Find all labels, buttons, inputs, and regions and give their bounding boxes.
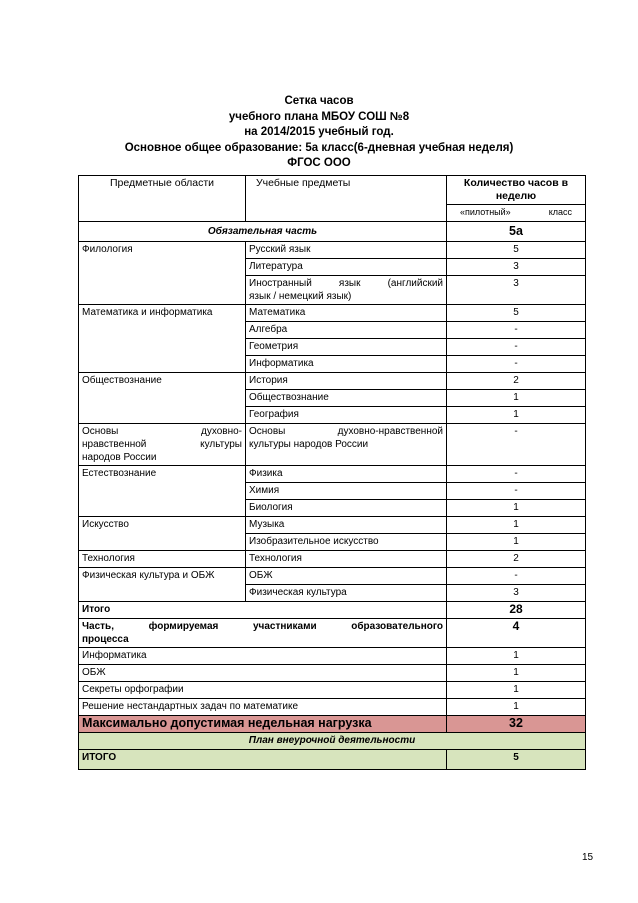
subject-name: Технология — [246, 551, 447, 568]
page-number: 15 — [582, 852, 594, 863]
subject-name: Русский язык — [246, 242, 447, 259]
formed-item-name: Информатика — [79, 648, 447, 665]
max-load-label: Максимально допустимая недельная нагрузка — [79, 716, 447, 733]
subject-hours: 5 — [447, 305, 586, 322]
header-hours: Количество часов в неделю — [447, 176, 586, 205]
subject-hours: 3 — [447, 276, 586, 305]
table-row — [79, 699, 586, 716]
subject-hours: 1 — [447, 517, 586, 534]
subject-name: Геометрия — [246, 339, 447, 356]
subject-name-line-2: язык / немецкий язык) — [249, 291, 352, 302]
subject-name: Физика — [246, 466, 447, 483]
formed-part-row — [79, 619, 586, 648]
subject-name-line-1: Основы духовно-нравственной — [249, 426, 443, 437]
area-social: Обществознание — [79, 373, 246, 424]
table-row — [79, 373, 586, 390]
table-row — [79, 682, 586, 699]
subject-name: Физическая культура — [246, 585, 447, 602]
max-load-value: 32 — [447, 716, 586, 733]
subject-hours: 2 — [447, 373, 586, 390]
grand-total-value: 5 — [447, 750, 586, 770]
extracurricular-label: План внеурочной деятельности — [79, 733, 586, 750]
formed-item-hours: 1 — [447, 648, 586, 665]
table-row — [79, 648, 586, 665]
area-odnkr-line-3: народов России — [82, 452, 157, 463]
area-odnkr-line-1: Основы духовно- — [82, 426, 242, 437]
area-pe: Физическая культура и ОБЖ — [79, 568, 246, 602]
subject-name: Биология — [246, 500, 447, 517]
subject-name: ОБЖ — [246, 568, 447, 585]
subject-hours: 1 — [447, 534, 586, 551]
subject-name-line-2: культуры народов России — [249, 439, 369, 450]
subject-name: Литература — [246, 259, 447, 276]
max-load-row — [79, 716, 586, 733]
subject-hours: - — [447, 356, 586, 373]
subject-name: Химия — [246, 483, 447, 500]
formed-part-label-line-2: процесса — [82, 634, 129, 645]
subject-name-line-1: Иностранный язык (английский — [249, 278, 443, 289]
header-sub — [447, 205, 586, 222]
subject-hours: 3 — [447, 259, 586, 276]
subject-hours: - — [447, 424, 586, 466]
formed-item-name: Секреты орфографии — [79, 682, 447, 699]
table-row — [79, 242, 586, 259]
header-areas: Предметные области — [79, 176, 246, 222]
subject-hours: - — [447, 322, 586, 339]
subject-name: Музыка — [246, 517, 447, 534]
formed-item-hours: 1 — [447, 682, 586, 699]
subject-name: География — [246, 407, 447, 424]
header-row — [79, 176, 586, 205]
formed-item-name: ОБЖ — [79, 665, 447, 682]
header-subjects: Учебные предметы — [246, 176, 447, 222]
formed-part-value: 4 — [447, 619, 586, 648]
subtotal-row — [79, 602, 586, 619]
table-row — [79, 424, 586, 466]
subject-hours: - — [447, 339, 586, 356]
subject-name: Обществознание — [246, 390, 447, 407]
area-odnkr — [79, 424, 246, 466]
mandatory-label: Обязательная часть — [79, 222, 447, 242]
subject-name: Математика — [246, 305, 447, 322]
curriculum-table — [78, 175, 586, 770]
subject-hours: - — [447, 568, 586, 585]
grand-total-label: ИТОГО — [79, 750, 447, 770]
title-line-3: на 2014/2015 учебный год. — [244, 126, 394, 138]
subject-name: Алгебра — [246, 322, 447, 339]
title-line-2: учебного плана МБОУ СОШ №8 — [228, 110, 410, 123]
title-line-4: Основное общее образование: 5а класс(6-дневная учебная неделя) — [124, 141, 514, 154]
subject-name: Информатика — [246, 356, 447, 373]
title-line-5: ФГОС ООО — [287, 157, 351, 169]
formed-part-label-line-1: Часть, формируемая участниками образовательного — [82, 621, 443, 632]
table-row — [79, 568, 586, 585]
subject-hours: 5 — [447, 242, 586, 259]
subtotal-label: Итого — [79, 602, 447, 619]
subtotal-value: 28 — [447, 602, 586, 619]
table-row — [79, 551, 586, 568]
subject-hours: 2 — [447, 551, 586, 568]
subject-hours: 1 — [447, 500, 586, 517]
table-row — [79, 665, 586, 682]
document-title — [0, 94, 638, 172]
formed-item-name: Решение нестандартных задач по математике — [79, 699, 447, 716]
subject-name — [246, 276, 447, 305]
table-row — [79, 517, 586, 534]
subject-hours: 1 — [447, 407, 586, 424]
subject-hours: 3 — [447, 585, 586, 602]
area-philology: Филология — [79, 242, 246, 305]
subject-hours: - — [447, 466, 586, 483]
subject-name — [246, 424, 447, 466]
header-sub-class: класс — [548, 207, 572, 217]
table-row — [79, 466, 586, 483]
subject-hours: 1 — [447, 390, 586, 407]
area-science: Естествознание — [79, 466, 246, 517]
grand-total-row — [79, 750, 586, 770]
formed-item-hours: 1 — [447, 699, 586, 716]
subject-name: История — [246, 373, 447, 390]
area-tech: Технология — [79, 551, 246, 568]
area-art: Искусство — [79, 517, 246, 551]
extracurricular-row — [79, 733, 586, 750]
title-line-1: Сетка часов — [284, 95, 354, 107]
table-row — [79, 305, 586, 322]
area-odnkr-line-2: нравственной культуры — [82, 439, 242, 450]
formed-item-hours: 1 — [447, 665, 586, 682]
header-sub-pilot: «пилотный» — [460, 207, 511, 217]
mandatory-row — [79, 222, 586, 242]
area-math: Математика и информатика — [79, 305, 246, 373]
subject-name: Изобразительное искусство — [246, 534, 447, 551]
subject-hours: - — [447, 483, 586, 500]
mandatory-class: 5а — [447, 222, 586, 242]
formed-part-label — [79, 619, 447, 648]
